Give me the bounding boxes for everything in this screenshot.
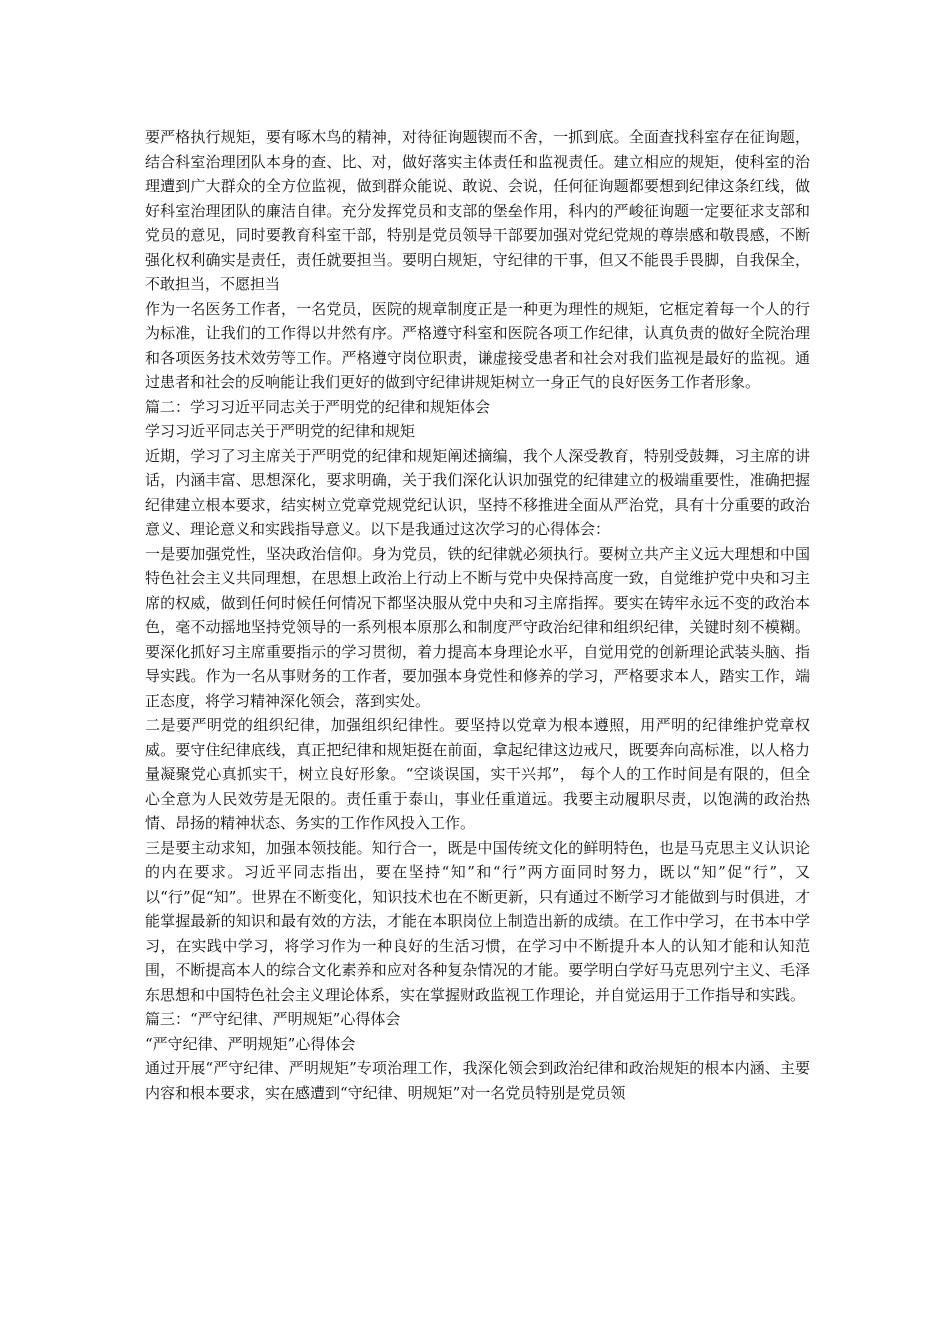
paragraph-part3-intro: 通过开展“严守纪律、严明规矩”专项治理工作，我深化领会到政治纪律和政治规矩的根本内涵、主要内容和根本要求，实在感遭到“守纪律、明规矩”对一名党员特别是党员领 xyxy=(145,1059,810,1102)
section-subtitle-part2: 学习习近平同志关于严明党的纪律和规矩 xyxy=(145,422,416,440)
paragraph-point-two: 二是要严明党的组织纪律，加强组织纪律性。要坚持以党章为根本遵照，用严明的纪律维护党章权威。要守住纪律底线，真正把纪律和规矩挺在前面，拿起纪律这边戒尺，既要奔向高标准，以人格力量凝聚党心真抓实干，树立良好形象。“空谈误国，实干兴邦”， 每个人的工作时间是有限的，但全心全意为人民效劳是无限的。责任重于泰山，事业任重道远。我要主动履职尽责，以饱满的政治热情、昂扬的精神状态、务实的工作作风投入工作。 xyxy=(145,716,810,832)
document-body xyxy=(145,125,810,1105)
paragraph-point-three: 三是要主动求知，加强本领技能。知行合一，既是中国传统文化的鲜明特色，也是马克思主义认识论的内在要求。习近平同志指出，要在坚持“知”和“行”两方面同时努力，既以“知”促“行”，又以“行”促“知”。世界在不断变化，知识技术也在不断更新，只有通过不断学习才能做到与时俱进，才能掌握最新的知识和最有效的方法，才能在本职岗位上制造出新的成绩。在工作中学习，在书本中学习，在实践中学习，将学习作为一种良好的生活习惯，在学习中不断提升本人的认知才能和认知范围，不断提高本人的综合文化素养和应对各种复杂情况的才能。要学明白学好马克思列宁主义、毛泽东思想和中国特色社会主义理论体系，实在掌握财政监视工作理论，并自觉运用于工作指导和实践。 xyxy=(145,838,810,1004)
paragraph-medical-worker: 作为一名医务工作者，一名党员，医院的规章制度正是一种更为理性的规矩，它框定着每一个人的行为标准，让我们的工作得以井然有序。严格遵守科室和医院各项工作纪律，认真负责的做好全院治理和各项医务技术效劳等工作。严格遵守岗位职责，谦虚接受患者和社会对我们监视是最好的监视。通过患者和社会的反响能让我们更好的做到守纪律讲规矩树立一身正气的良好医务工作者形象。 xyxy=(145,299,810,391)
section-heading-part2: 篇二：学习习近平同志关于严明党的纪律和规矩体会 xyxy=(145,397,491,416)
paragraph-intro-study: 近期，学习了习主席关于严明党的纪律和规矩阐述摘编，我个人深受教育，特别受鼓舞，习主席的讲话，内涵丰富、思想深化，要求明确，关于我们深化认识加强党的纪律建立的极端重要性，准确把握纪律建立根本要求，结实树立党章党规党纪认识，坚持不移推进全面从严治党，具有十分重要的政治意义、理论意义和实践指导意义。以下是我通过这次学习的心得体会： xyxy=(145,446,810,538)
section-subtitle-part3: “严守纪律、严明规矩”心得体会 xyxy=(145,1034,356,1053)
paragraph-point-one: 一是要加强党性，坚决政治信仰。身为党员，铁的纪律就必须执行。要树立共产主义远大理想和中国特色社会主义共同理想，在思想上政治上行动上不断与党中央保持高度一致，自觉维护党中央和习主席的权威，做到任何时候任何情况下都坚决服从党中央和习主席指挥。要实在铸牢永远不变的政治本色，毫不动摇地坚持党领导的一系列根本原那么和制度严守政治纪律和组织纪律，关键时刻不模糊。要深化抓好习主席重要指示的学习贯彻，着力提高本身理论水平，自觉用党的创新理论武装头脑、指导实践。作为一名从事财务的工作者，要加强本身党性和修养的学习，严格要求本人，踏实工作，端正态度，将学习精神深化领会，落到实处。 xyxy=(145,544,810,710)
section-heading-part3: 篇三：“严守纪律、严明规矩”心得体会 xyxy=(145,1010,401,1028)
paragraph-strict-rules: 要严格执行规矩，要有啄木鸟的精神，对待征询题锲而不舍，一抓到底。全面查找科室存在征询题，结合科室治理团队本身的查、比、对，做好落实主体责任和监视责任。建立相应的规矩，使科室的治理遭到广大群众的全方位监视，做到群众能说、敢说、会说，任何征询题都要想到纪律这条红线，做好科室治理团队的廉洁自律。充分发挥党员和支部的堡垒作用，科内的严峻征询题一定要征求支部和党员的意见，同时要教育科室干部，特别是党员领导干部要加强对党纪党规的尊崇感和敬畏感，不断强化权利确实是责任，责任就要担当。要明白规矩，守纪律的干事，但又不能畏手畏脚，自我保全，不敢担当，不愿担当 xyxy=(145,128,810,293)
